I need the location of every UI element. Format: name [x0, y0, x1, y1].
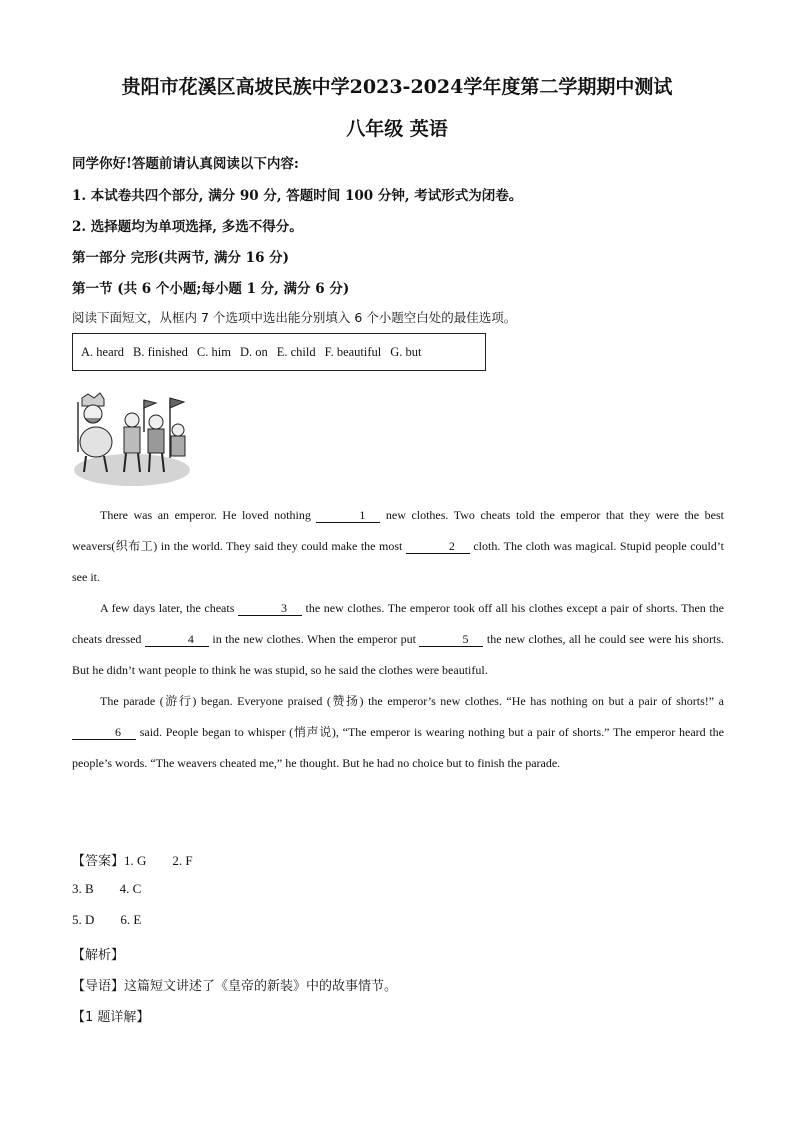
analysis-heading: 【解析】 [72, 948, 125, 963]
passage-paragraph-2: A few days later, the cheats 3 the new clothes. The emperor took off all his clothes except a pair of shorts. Then the cheats dressed 4 in the new clothes. When the emperor put 5 the new clothes, all he could see were his shorts. But he didn’t want people to think he was stupid, so he said the clothes were beautiful. [72, 601, 725, 677]
guide-tag: 【导语】 [72, 979, 125, 994]
page-title: 贵阳市花溪区高坡民族中学2023-2024学年度第二学期期中测试 [121, 76, 673, 98]
blank-2: 2 [406, 539, 470, 554]
notice-item-2: 2. 选择题均为单项选择, 多选不得分。 [72, 219, 303, 235]
option-d: D. on [239, 344, 268, 359]
answer-5: 5. D [72, 912, 95, 927]
guide-text: 这篇短文讲述了《皇帝的新装》中的故事情节。 [124, 979, 398, 994]
passage-paragraph-1: There was an emperor. He loved nothing 1 new clothes. Two cheats told the emperor that they were the best weavers(织布工) in the world. They said they could make the most 2 cloth. The cloth was magical. Stupid people could’t see it. [72, 508, 725, 584]
blank-1: 1 [316, 508, 380, 523]
blank-4: 4 [145, 632, 209, 647]
guide-line [72, 975, 397, 994]
option-g: G. but [390, 344, 422, 359]
option-c: C. him [196, 344, 231, 359]
option-e: E. child [276, 344, 316, 359]
passage [72, 500, 724, 779]
notice-item-1: 1. 本试卷共四个部分, 满分 90 分, 答题时间 100 分钟, 考试形式为闭卷。 [72, 188, 523, 204]
answer-4: 4. C [119, 881, 142, 896]
answer-line-3 [72, 912, 141, 928]
blank-5: 5 [419, 632, 483, 647]
emperor-parade-illustration [70, 392, 192, 490]
detail-heading: 【1 题详解】 [72, 1010, 150, 1025]
option-a: A. heard [81, 344, 125, 359]
answer-line-2 [72, 881, 141, 897]
blank-3: 3 [238, 601, 302, 616]
section-heading: 第一节 (共 6 个小题;每小题 1 分, 满分 6 分) [72, 281, 350, 297]
instruction: 阅读下面短文，从框内 7 个选项中选出能分别填入 6 个小题空白处的最佳选项。 [72, 310, 517, 325]
blank-6: 6 [72, 725, 136, 740]
part-heading: 第一部分 完形(共两节, 满分 16 分) [72, 250, 290, 266]
answer-line-1 [72, 850, 193, 869]
options-box [72, 333, 486, 371]
answer-tag: 【答案】 [72, 854, 125, 869]
answer-6: 6. E [120, 912, 142, 927]
answer-2: 2. F [172, 853, 193, 868]
notice-greeting: 同学你好!答题前请认真阅读以下内容: [72, 156, 299, 172]
answer-1: 1. G [124, 853, 147, 868]
passage-paragraph-3: The parade (游行) began. Everyone praised (赞扬) the emperor’s new clothes. “He has nothing on but a pair of shorts!” a 6 said. People began to whisper (悄声说), “The emperor is wearing nothing but a pair of shorts.” The emperor heard the people’s words. “The weavers cheated me,” he thought. But he had no choice but to finish the parade. [72, 694, 724, 770]
option-f: F. beautiful [324, 344, 382, 359]
page-subtitle: 八年级 英语 [346, 118, 448, 140]
answer-3: 3. B [72, 881, 94, 896]
option-b: B. finished [133, 344, 188, 359]
